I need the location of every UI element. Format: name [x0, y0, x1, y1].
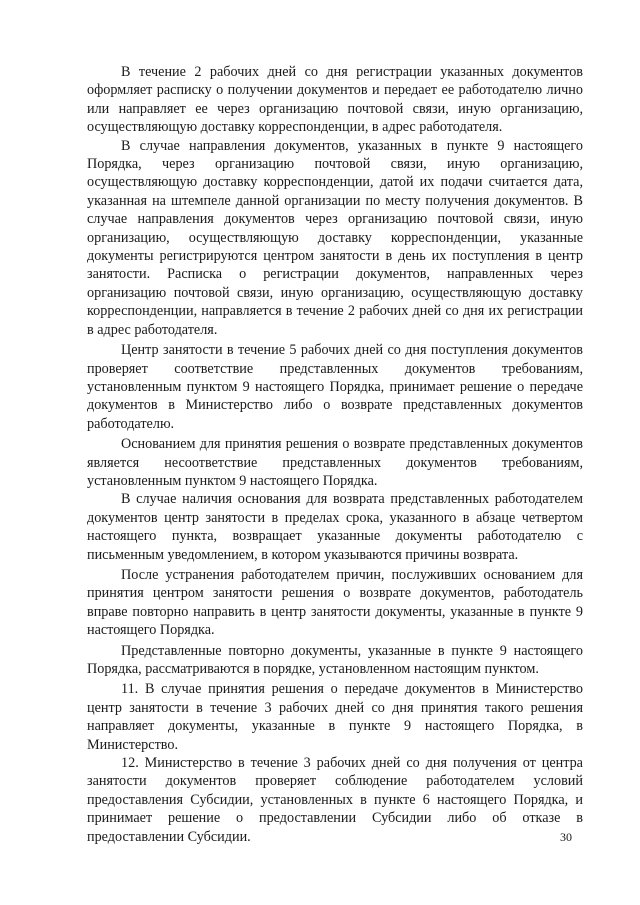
paragraph-return-notice: В случае наличия основания для возврата представленных работодателем документов центр занятости в пределах срока, указанного в абзаце четвертом настоящего пункта, возвращает указанные документы работодателю с письменным уведомлением, в котором указываются причины возврата.: [87, 491, 583, 563]
paragraph-verification: Центр занятости в течение 5 рабочих дней со дня поступления документов проверяет соответствие представленных документов требованиям, установленным пунктом 9 настоящего Порядка, принимает решение о передаче документов в Министерство либо о возврате представленных документов работодателю.: [87, 342, 583, 432]
paragraph-resubmission: После устранения работодателем причин, послуживших основанием для принятия центром занятости решения о возврате документов, работодатель вправе повторно направить в центр занятости документы, указанные в пункте 9 настоящего Порядка.: [87, 566, 583, 639]
paragraph-item-11: 11. В случае принятия решения о передаче документов в Министерство центр занятости в течение 3 рабочих дней со дня принятия такого решения направляет документы, указанные в пункте 9 настоящего Порядка, в Министерство.: [87, 681, 583, 753]
paragraph-return-grounds: Основанием для принятия решения о возврате представленных документов является несоответствие представленных документов требованиям, установленным пунктом 9 настоящего Порядка.: [87, 436, 583, 489]
paragraph-receipt: В течение 2 рабочих дней со дня регистрации указанных документов оформляет расписку о получении документов и передает ее работодателю лично или направляет ее через организацию почтовой связи, иную организацию, осуществляющую доставку корреспонденции, в адрес работодателя.: [87, 64, 583, 136]
document-body: [87, 63, 583, 846]
paragraph-resubmitted-review: Представленные повторно документы, указанные в пункте 9 настоящего Порядка, рассматриваются в порядке, установленном настоящим пунктом.: [87, 642, 583, 677]
paragraph-postal-submission: В случае направления документов, указанных в пункте 9 настоящего Порядка, через организацию почтовой связи, иную организацию, осуществляющую доставку корреспонденции, датой их подачи считается дата, указанная на штемпеле данной организации по месту получения документов. В случае направления документов через организацию почтовой связи, иную организацию, осуществляющую доставку корреспонденции, указанные документы регистрируются центром занятости в день их поступления в центр занятости. Расписка о регистрации документов, направленных через организацию почтовой связи, иную организацию, осуществляющую доставку корреспонденции, направляется в течение 2 рабочих дней со дня их регистрации в адрес работодателя.: [87, 137, 583, 338]
page-number: 30: [560, 830, 572, 844]
paragraph-item-12: 12. Министерство в течение 3 рабочих дней со дня получения от центра занятости документов проверяет соблюдение работодателем условий предоставления Субсидии, установленных в пункте 6 настоящего Порядка, и принимает решение о предоставлении Субсидии либо об отказе в предоставлении Субсидии.: [87, 755, 583, 845]
